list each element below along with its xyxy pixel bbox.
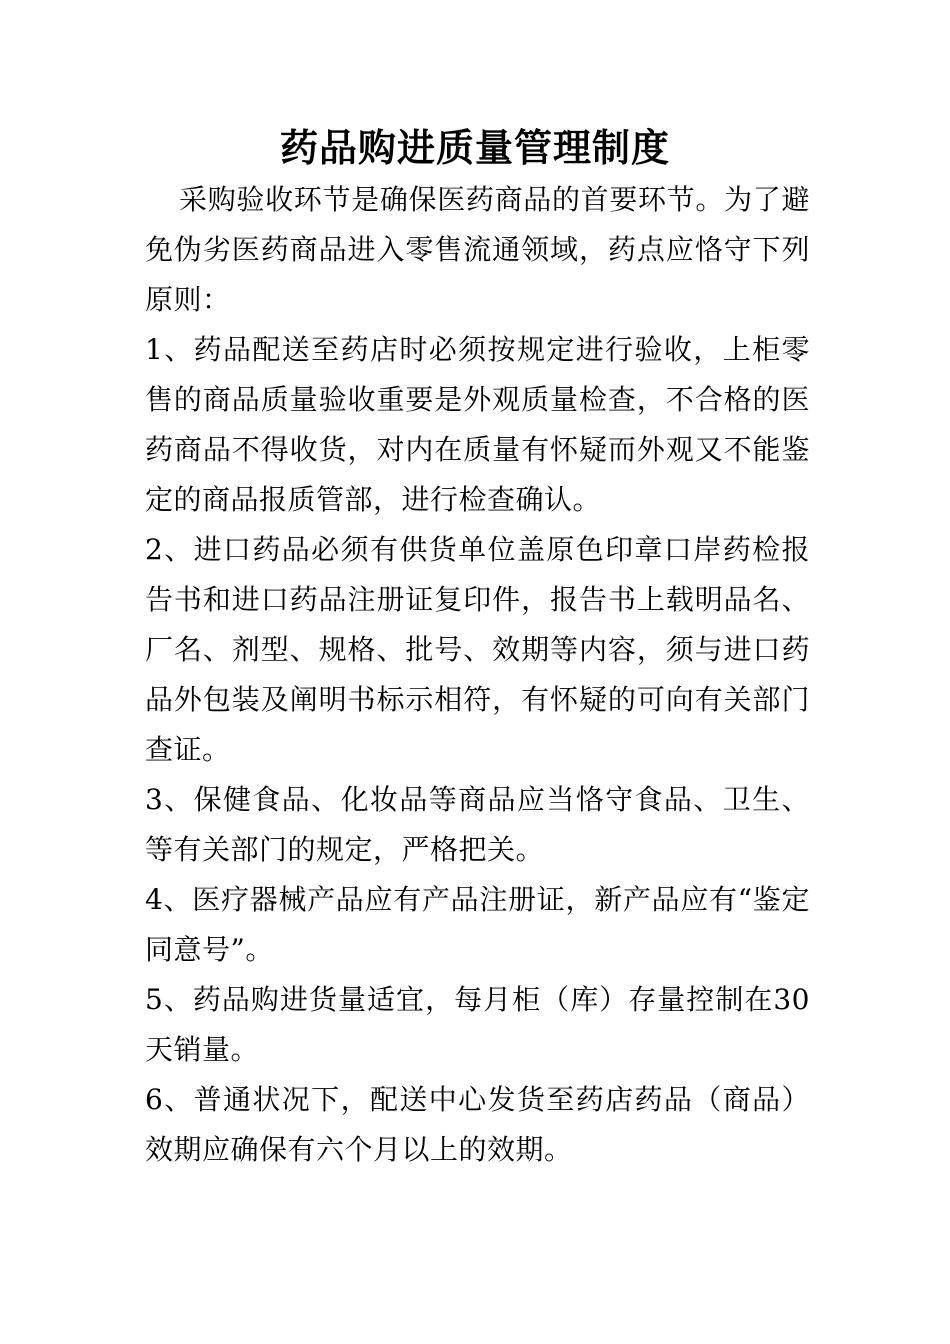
rule-item-3: 3、保健食品、化妆品等商品应当恪守食品、卫生、等有关部门的规定，严格把关。: [145, 783, 810, 866]
intro-paragraph: 采购验收环节是确保医药商品的首要环节。为了避免伪劣医药商品进入零售流通领域，药点应恪守下列原则：: [145, 183, 810, 316]
rule-item-1: 1、药品配送至药店时必须按规定进行验收，上柜零售的商品质量验收重要是外观质量检查，不合格的医药商品不得收货，对内在质量有怀疑而外观又不能鉴定的商品报质管部，进行检查确认。: [145, 333, 810, 516]
rule-item-4: 4、医疗器械产品应有产品注册证，新产品应有“鉴定同意号”。: [145, 883, 810, 966]
rule-item-2: 2、进口药品必须有供货单位盖原色印章口岸药检报告书和进口药品注册证复印件，报告书上载明品名、厂名、剂型、规格、批号、效期等内容，须与进口药品外包装及阐明书标示相符，有怀疑的可向有关部门查证。: [145, 533, 810, 766]
rule-item-5: 5、药品购进货量适宜，每月柜（库）存量控制在30天销量。: [145, 983, 810, 1066]
document-title: 药品购进质量管理制度: [279, 125, 670, 170]
rule-item-6: 6、普通状况下，配送中心发货至药店药品（商品）效期应确保有六个月以上的效期。: [145, 1083, 810, 1166]
document-body: [145, 175, 810, 1175]
